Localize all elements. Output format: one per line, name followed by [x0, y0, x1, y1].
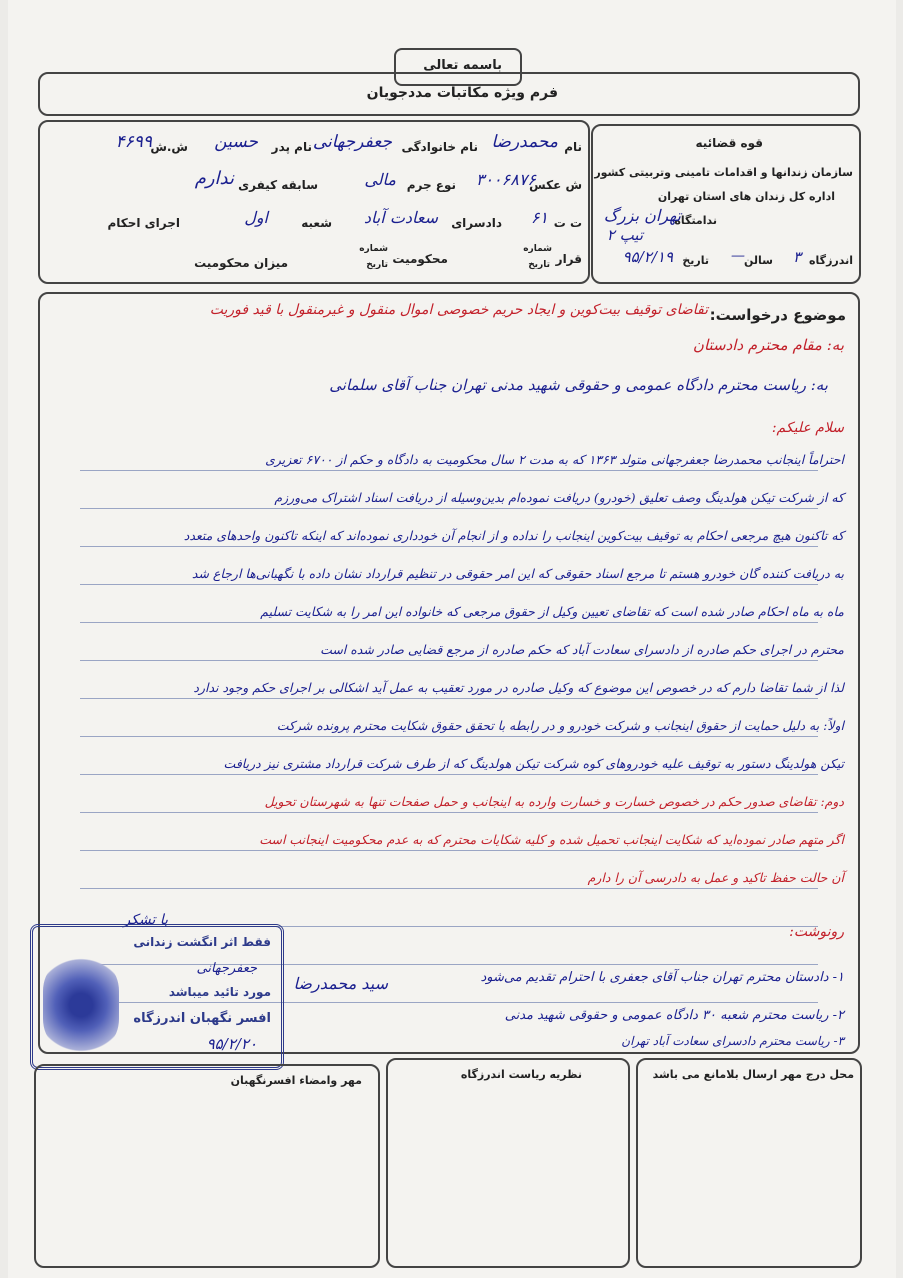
- copy-item: ۱- دادستان محترم تهران جناب آقای جعفری با احترام تقدیم می‌شود: [480, 970, 844, 985]
- subject-label: موضوع درخواست:: [709, 306, 846, 324]
- authority-org2: اداره کل زندان های استان تهران: [657, 190, 835, 203]
- authority-extra: تیپ ۲: [606, 226, 643, 244]
- form-title: فرم ویژه مکاتبات مددجویان: [366, 85, 558, 101]
- court-label: دادسرای: [451, 216, 502, 230]
- exec-label: اجرای احکام: [107, 216, 180, 230]
- record-value: ندارم: [194, 168, 234, 189]
- footer-guard-label: مهر وامضاء افسرنگهبان: [230, 1074, 362, 1087]
- order-label: قرار: [555, 252, 582, 266]
- stamp-line1: فقط اثر انگشت زندانی: [133, 935, 271, 949]
- case-label: ت ت: [553, 216, 582, 230]
- date-label: تاریخ: [682, 254, 709, 267]
- id-label: ش.ش: [150, 140, 188, 154]
- letter-line: ماه به ماه احکام صادر شده است که تقاضای تعیین وکیل از حقوق مرجعی که خانواده این امر را به شکایت تسلیم: [260, 604, 844, 619]
- family-label: نام خانوادگی: [401, 140, 478, 154]
- branch-label: شعبه: [301, 216, 332, 230]
- letter-line: محترم در اجرای حکم صادره از دادسرای سعادت آباد که حکم صادره از مرجع قضایی صادر شده است: [320, 642, 844, 657]
- record-label: سابقه کیفری: [238, 178, 318, 192]
- letter-salutation: به: ریاست محترم دادگاه عمومی و حقوقی شهید مدنی تهران جناب آقای سلمانی: [329, 376, 828, 394]
- letter-line: آن حالت حفظ تاکید و عمل به دادرسی آن را دارم: [587, 870, 844, 885]
- copies-label: رونوشت:: [789, 924, 844, 940]
- approval-stamp: [30, 924, 284, 1070]
- letter-line: اولاً: به دلیل حمایت از حقوق اینجانب و شرکت خودرو و در رابطه با تحقق حقوق شکایت محترم پرونده شرکت: [276, 718, 844, 733]
- conviction-label: محکومیت: [392, 252, 448, 266]
- copy-item: ۲- ریاست محترم شعبه ۳۰ دادگاه عمومی و حقوقی شهید مدنی: [504, 1008, 844, 1023]
- hall-label: سالن: [744, 254, 773, 267]
- letter-line: احتراماً اینجانب محمدرضا جعفرجهانی متولد ۱۳۶۳ که به مدت ۲ سال محکومیت به دادگاه و حکم از ۶۷۰۰ تعزیری: [265, 452, 844, 467]
- authority-title: قوه قضائیه: [695, 136, 763, 150]
- footer-send-label: محل درج مهر ارسال بلامانع می باشد: [652, 1068, 854, 1081]
- photo-label: ش عکس: [529, 178, 582, 192]
- signature-label: با تشکر: [123, 912, 168, 928]
- crime-value: مالی: [364, 170, 396, 189]
- form-title-box: [38, 72, 860, 116]
- fingerprint-icon: [43, 953, 119, 1057]
- letter-line: اگر متهم صادر نموده‌اید که شکایت اینجانب تحمیل شده و کلیه شکایات محترم که به عدم محکومیت اینجانب است: [259, 832, 844, 847]
- prisoner-box: [38, 120, 590, 284]
- stamp-line3: افسر نگهبان اندرزگاه: [133, 1011, 271, 1026]
- conviction-number-label: شماره: [359, 244, 388, 254]
- stamp-line2: مورد تائید میباشد: [168, 985, 271, 999]
- stamp-name: جعفرجهانی: [196, 961, 257, 976]
- prison-label: ندامتگاه: [674, 214, 717, 227]
- footer-opinion-label: نظریه ریاست اندرزگاه: [460, 1068, 582, 1081]
- letter-to: به: مقام محترم دادستان: [692, 336, 844, 354]
- letter-line: لذا از شما تقاضا دارم که در خصوص این موضوع که وکیل صادره در مورد تعقیب به عمل آید اشکالی بر اجرای حکم وجود ندارد: [193, 680, 844, 695]
- letter-line: تیکن هولدینگ دستور به توقیف علیه خودروهای کوه شرکت تیکن هولدینگ که از طرف شرکت قرارداد مشتری نیز دریافت: [223, 756, 844, 771]
- copy-item: ۳- ریاست محترم دادسرای سعادت آباد تهران: [621, 1034, 844, 1048]
- ward-label: اندرزگاه: [809, 254, 853, 267]
- order-date-label: تاریخ: [528, 260, 550, 270]
- name-label: نام: [564, 140, 582, 154]
- letter-line: به دریافت کننده گان خودرو هستم تا مرجع اسناد حقوقی که این امر حقوقی در تنظیم قرارداد نشان داده با نگهبانی‌ها ارجاع شد: [191, 566, 844, 581]
- date-value: ۹۵/۲/۱۹: [622, 248, 673, 266]
- letter-greeting: سلام علیکم:: [771, 420, 844, 436]
- case-value: ۶۱: [530, 208, 548, 227]
- conviction-date-label: تاریخ: [366, 260, 388, 270]
- letter-line: که تاکنون هیچ مرجعی احکام به توقیف بیت‌کوین اینجانب را نداده و از انجام آن خودداری نموده‌اند که اینکه تاکنون واحدهای متعدد: [183, 528, 844, 543]
- letter-line: که از شرکت تیکن هولدینگ وصف تعلیق (خودرو) دریافت نموده‌ام بدین‌وسیله از دریافت اسناد اشتراک می‌ورزم: [274, 490, 844, 505]
- photo-value: ۳۰۰۶۸۷۶: [475, 170, 536, 189]
- prison-value: تهران بزرگ: [603, 206, 681, 225]
- amount-label: میزان محکومیت: [194, 256, 288, 270]
- authority-org1: سازمان زندانها و اقدامات تامینی وتربیتی کشور: [594, 166, 853, 179]
- name-value: محمدرضا: [491, 132, 558, 152]
- form-sheet: [8, 0, 896, 1278]
- order-number-label: شماره: [523, 244, 552, 254]
- ward-value: ۳: [792, 248, 801, 266]
- crime-label: نوع جرم: [406, 178, 456, 192]
- stamp-date: ۹۵/۲/۲۰: [206, 1035, 257, 1053]
- signature-name: سید محمدرضا: [293, 974, 388, 993]
- father-value: حسین: [214, 132, 258, 152]
- bismillah-text: باسمه تعالی: [423, 58, 502, 73]
- footer-box-send: [636, 1058, 862, 1268]
- id-value: ۴۶۹۹: [115, 132, 152, 152]
- hall-value: —: [731, 248, 745, 264]
- father-label: نام پدر: [271, 140, 312, 154]
- family-value: جعفرجهانی: [312, 132, 392, 152]
- footer-box-opinion: [386, 1058, 630, 1268]
- letter-line: دوم: تقاضای صدور حکم در خصوص خسارت و خسارت وارده به اینجانب و حمل صفحات تنها به شهرستان تحویل: [264, 794, 844, 809]
- authority-box: [591, 124, 861, 284]
- branch-value: اول: [244, 208, 268, 227]
- court-value: سعادت آباد: [363, 208, 438, 227]
- footer-box-guard: [34, 1064, 380, 1268]
- subject-value: تقاضای توقیف بیت‌کوین و ایجاد حریم خصوصی اموال منقول و غیرمنقول با قید فوریت: [209, 302, 708, 318]
